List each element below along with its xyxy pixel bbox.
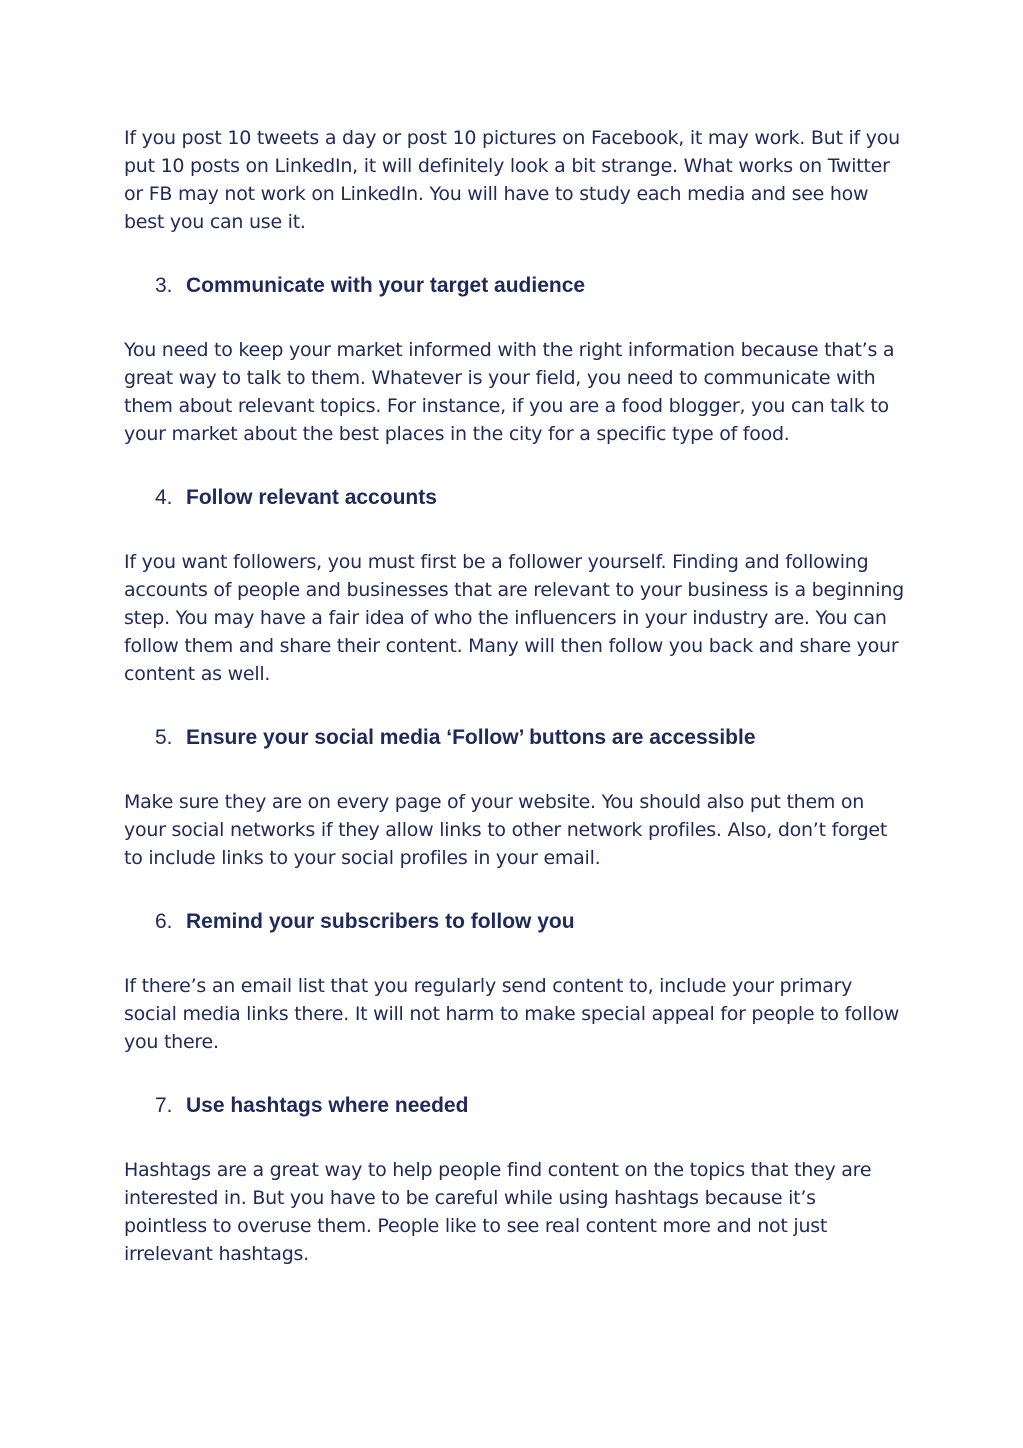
- section-paragraph-7: Hashtags are a great way to help people find content on the topics that they are interested in. But you have to be careful while using hashtags because it’s pointless to overuse them. People like to see real content more and not just irrelevant hashtags.: [124, 1159, 872, 1265]
- section-title: Use hashtags where needed: [186, 1094, 469, 1117]
- section-number: 6.: [155, 910, 173, 933]
- section-number: 5.: [155, 726, 173, 749]
- section-number: 4.: [155, 486, 173, 509]
- document-page: [124, 124, 904, 1268]
- intro-paragraph: If you post 10 tweets a day or post 10 pictures on Facebook, it may work. But if you put 10 posts on LinkedIn, it will definitely look a bit strange. What works on Twitter or FB may not work on LinkedIn. You will have to study each media and see how best you can use it.: [124, 127, 900, 233]
- section-paragraph-5: Make sure they are on every page of your website. You should also put them on your social networks if they allow links to other network profiles. Also, don’t forget to include links to your social profiles in your email.: [124, 791, 888, 869]
- section-heading-3: [124, 272, 904, 300]
- section-paragraph-4: If you want followers, you must first be a follower yourself. Finding and following accounts of people and businesses that are relevant to your business is a beginning step. You may have a fair idea of who the influencers in your industry are. You can follow them and share their content. Many will then follow you back and share your content as well.: [124, 551, 904, 685]
- section-number: 7.: [155, 1094, 173, 1117]
- section-paragraph-6: If there’s an email list that you regularly send content to, include your primary social media links there. It will not harm to make special appeal for people to follow you there.: [124, 975, 900, 1053]
- section-number: 3.: [155, 274, 173, 297]
- section-title: Ensure your social media ‘Follow’ buttons are accessible: [186, 726, 756, 749]
- section-heading-7: [124, 1092, 904, 1120]
- section-title: Follow relevant accounts: [186, 486, 437, 509]
- section-heading-6: [124, 908, 904, 936]
- section-title: Communicate with your target audience: [186, 274, 586, 297]
- section-title: Remind your subscribers to follow you: [186, 910, 575, 933]
- section-heading-5: [124, 724, 904, 752]
- section-paragraph-3: You need to keep your market informed with the right information because that’s a great way to talk to them. Whatever is your field, you need to communicate with them about relevant topics. For instance, if you are a food blogger, you can talk to your market about the best places in the city for a specific type of food.: [124, 339, 895, 445]
- section-heading-4: [124, 484, 904, 512]
